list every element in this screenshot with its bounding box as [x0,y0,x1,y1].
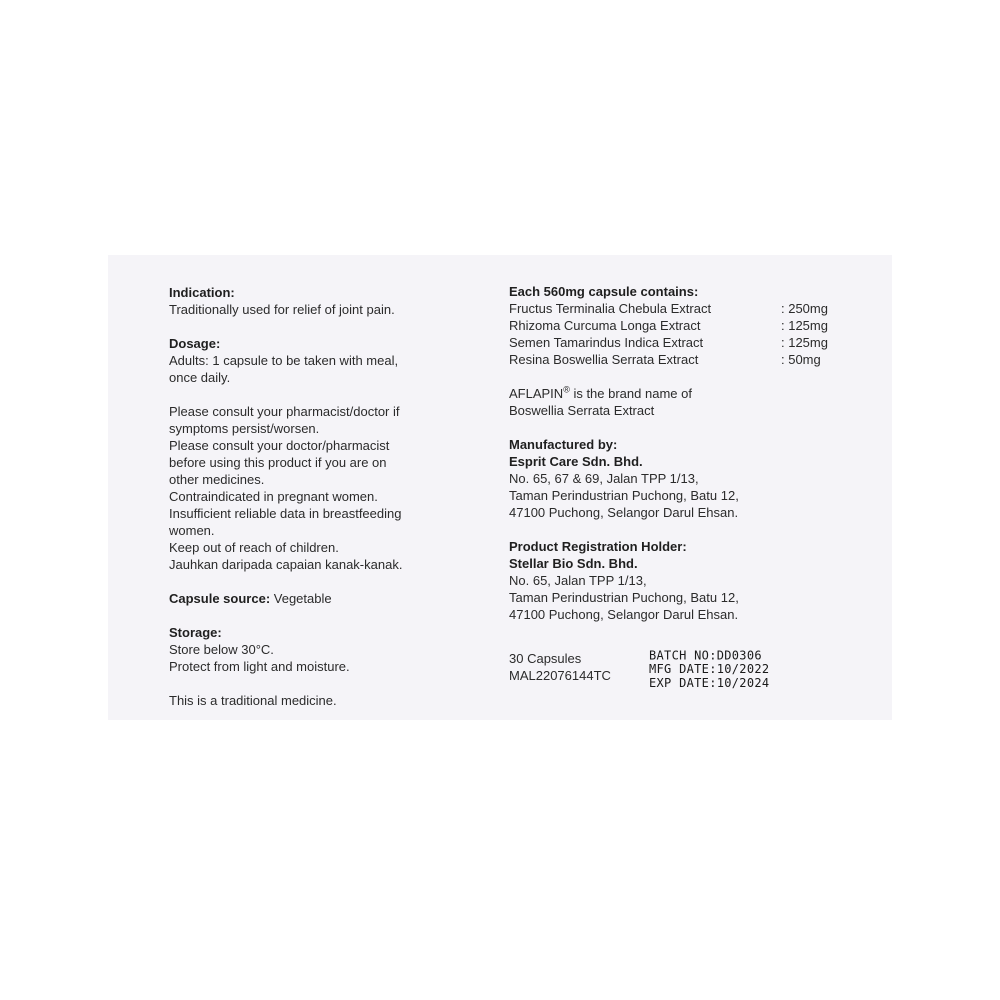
holder-address-line: 47100 Puchong, Selangor Darul Ehsan. [509,607,739,622]
manufacturer-name: Esprit Care Sdn. Bhd. [509,454,643,469]
expiry-date: EXP DATE:10/2024 [649,675,770,690]
ingredient-list [509,300,839,368]
brand-text: is the brand name of [569,386,692,401]
brand-text-line-2: Boswellia Serrata Extract [509,403,655,418]
warning-line: women. [169,523,215,538]
brand-statement [509,385,849,402]
traditional-note: This is a traditional medicine. [169,693,337,708]
warning-line: before using this product if you are on [169,455,387,470]
capsule-source [169,590,469,607]
holder-address-line: Taman Perindustrian Puchong, Batu 12, [509,590,739,605]
dosage-line: Adults: 1 capsule to be taken with meal, [169,353,399,368]
warning-line: Insufficient reliable data in breastfeeding [169,506,402,521]
ingredient-name: Semen Tamarindus Indica Extract [509,335,704,350]
ingredient-amount: : 250mg [781,301,828,316]
warning-line: Jauhkan daripada capaian kanak-kanak. [169,557,403,572]
right-column [509,283,849,689]
registration-number: MAL22076144TC [509,668,611,683]
storage-heading: Storage: [169,625,222,640]
capsule-source-value: Vegetable [270,591,332,606]
pack-info-row [509,647,849,690]
pack-size: 30 Capsules [509,651,582,666]
capsule-source-label: Capsule source: [169,591,271,606]
dosage-heading: Dosage: [169,336,221,351]
storage-line: Store below 30°C. [169,642,274,657]
ingredient-amount: : 50mg [781,352,821,367]
holder-name: Stellar Bio Sdn. Bhd. [509,556,638,571]
ingredient-row [509,351,839,368]
holder-heading: Product Registration Holder: [509,539,687,554]
contents-heading: Each 560mg capsule contains: [509,284,699,299]
ingredient-name: Rhizoma Curcuma Longa Extract [509,318,701,333]
warning-line: Keep out of reach of children. [169,540,339,555]
ingredient-name: Resina Boswellia Serrata Extract [509,352,699,367]
registered-mark: ® [563,384,570,395]
holder-address-line: No. 65, Jalan TPP 1/13, [509,573,647,588]
ingredient-name: Fructus Terminalia Chebula Extract [509,301,712,316]
warning-line: Contraindicated in pregnant women. [169,489,378,504]
dosage-line: once daily. [169,370,231,385]
indication-heading: Indication: [169,285,235,300]
brand-name: AFLAPIN [509,386,564,401]
manufacturer-address-line: 47100 Puchong, Selangor Darul Ehsan. [509,505,739,520]
batch-number: BATCH NO:DD0306 [649,647,762,663]
pack-info [509,650,649,689]
ingredient-row [509,317,839,334]
warning-line: Please consult your doctor/pharmacist [169,438,390,453]
warning-line: Please consult your pharmacist/doctor if [169,404,400,419]
manufacturer-address-line: Taman Perindustrian Puchong, Batu 12, [509,488,739,503]
storage-line: Protect from light and moisture. [169,659,350,674]
batch-stamp [649,649,769,690]
ingredient-row [509,334,839,351]
ingredient-row [509,300,839,317]
indication-text: Traditionally used for relief of joint pain. [169,302,395,317]
manufacture-date: MFG DATE:10/2022 [649,661,770,677]
product-label-panel [108,255,892,720]
manufacturer-heading: Manufactured by: [509,437,618,452]
ingredient-amount: : 125mg [781,318,828,333]
warning-line: other medicines. [169,472,265,487]
left-column [169,284,469,709]
warning-line: symptoms persist/worsen. [169,421,320,436]
ingredient-amount: : 125mg [781,335,828,350]
manufacturer-address-line: No. 65, 67 & 69, Jalan TPP 1/13, [509,471,699,486]
